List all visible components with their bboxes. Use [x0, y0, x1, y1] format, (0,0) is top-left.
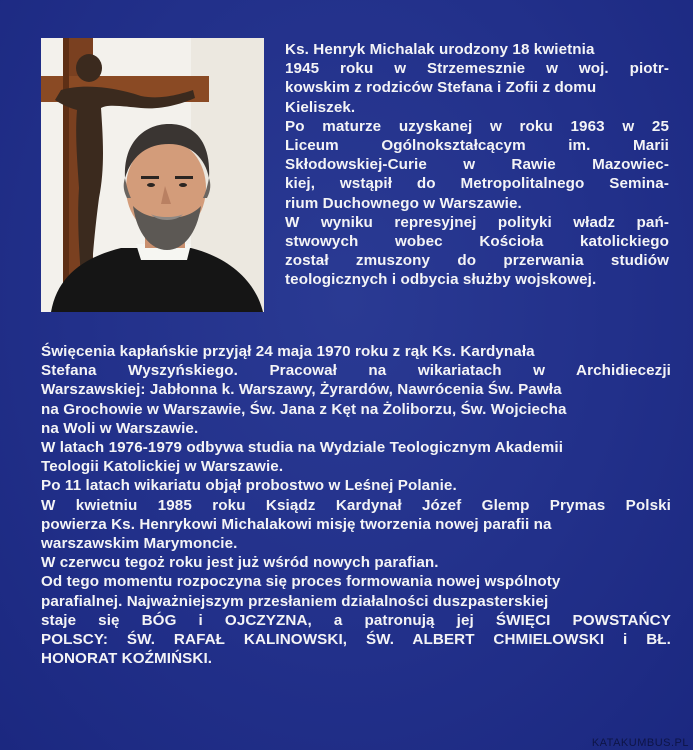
- text-line: W latach 1976-1979 odbywa studia na Wydziale Teologicznym Akademii: [41, 439, 564, 457]
- text-line: Liceum Ogólnokształcącym im. Marii: [285, 137, 669, 155]
- text-line: powierza Ks. Henrykowi Michalakowi misję tworzenia nowej parafii na: [41, 515, 552, 533]
- text-line: kiej, wstąpił do Metropolitalnego Semina-: [285, 175, 669, 193]
- text-line: rium Duchownego w Warszawie.: [285, 194, 522, 212]
- text-line: Ks. Henryk Michalak urodzony 18 kwietnia: [285, 41, 595, 58]
- text-line: POLSCY: ŚW. RAFAŁ KALINOWSKI, ŚW. ALBERT CHMIELOWSKI i BŁ.: [41, 631, 671, 649]
- text-line: staje się BÓG i OJCZYZNA, a patronują jej ŚWIĘCI POWSTAŃCY: [41, 611, 671, 629]
- text-line: 1945 roku w Strzemesznie w woj. piotr-: [285, 60, 669, 78]
- text-line: parafialnej. Najważniejszym przesłaniem działalności duszpasterskiej: [41, 592, 549, 610]
- text-line: został zmuszony do przerwania studiów: [285, 252, 669, 270]
- text-line: Stefana Wyszyńskiego. Pracował na wikariatach w Archidiecezji: [41, 362, 671, 380]
- text-line: Święcenia kapłańskie przyjął 24 maja 1970 roku z rąk Ks. Kardynała: [41, 343, 535, 360]
- biography-continuation: [41, 342, 671, 668]
- text-line: na Woli w Warszawie.: [41, 419, 199, 437]
- biography-intro: [285, 40, 669, 290]
- text-line: warszawskim Marymoncie.: [41, 535, 238, 553]
- priest-portrait-photo: [41, 38, 264, 312]
- watermark: KATAKUMBUS.PL: [591, 737, 689, 749]
- text-line: HONORAT KOŹMIŃSKI.: [41, 650, 213, 668]
- text-line: Po maturze uzyskanej w roku 1963 w 25: [285, 117, 669, 135]
- text-line: Warszawskiej: Jabłonna k. Warszawy, Żyrardów, Nawrócenia Św. Pawła: [41, 381, 562, 399]
- portrait-illustration: [41, 38, 264, 312]
- text-line: stwowych wobec Kościoła katolickiego: [285, 233, 669, 251]
- text-line: W czerwcu tegoż roku jest już wśród nowych parafian.: [41, 554, 439, 572]
- text-line: W kwietniu 1985 roku Ksiądz Kardynał Józef Glemp Prymas Polski: [41, 496, 671, 514]
- text-line: Teologii Katolickiej w Warszawie.: [41, 458, 284, 476]
- text-line: teologicznych i odbycia służby wojskowej.: [285, 271, 597, 289]
- text-line: kowskim z rodziców Stefana i Zofii z domu: [285, 79, 597, 97]
- text-line: Kieliszek.: [285, 98, 356, 116]
- text-line: Skłodowskiej-Curie w Rawie Mazowiec-: [285, 156, 669, 174]
- text-line: na Grochowie w Warszawie, Św. Jana z Kęt na Żoliborzu, Św. Wojciecha: [41, 400, 567, 418]
- text-line: Po 11 latach wikariatu objął probostwo w Leśnej Polanie.: [41, 477, 457, 495]
- text-line: Od tego momentu rozpoczyna się proces formowania nowej wspólnoty: [41, 573, 561, 591]
- text-line: W wyniku represyjnej polityki władz pań-: [285, 213, 669, 231]
